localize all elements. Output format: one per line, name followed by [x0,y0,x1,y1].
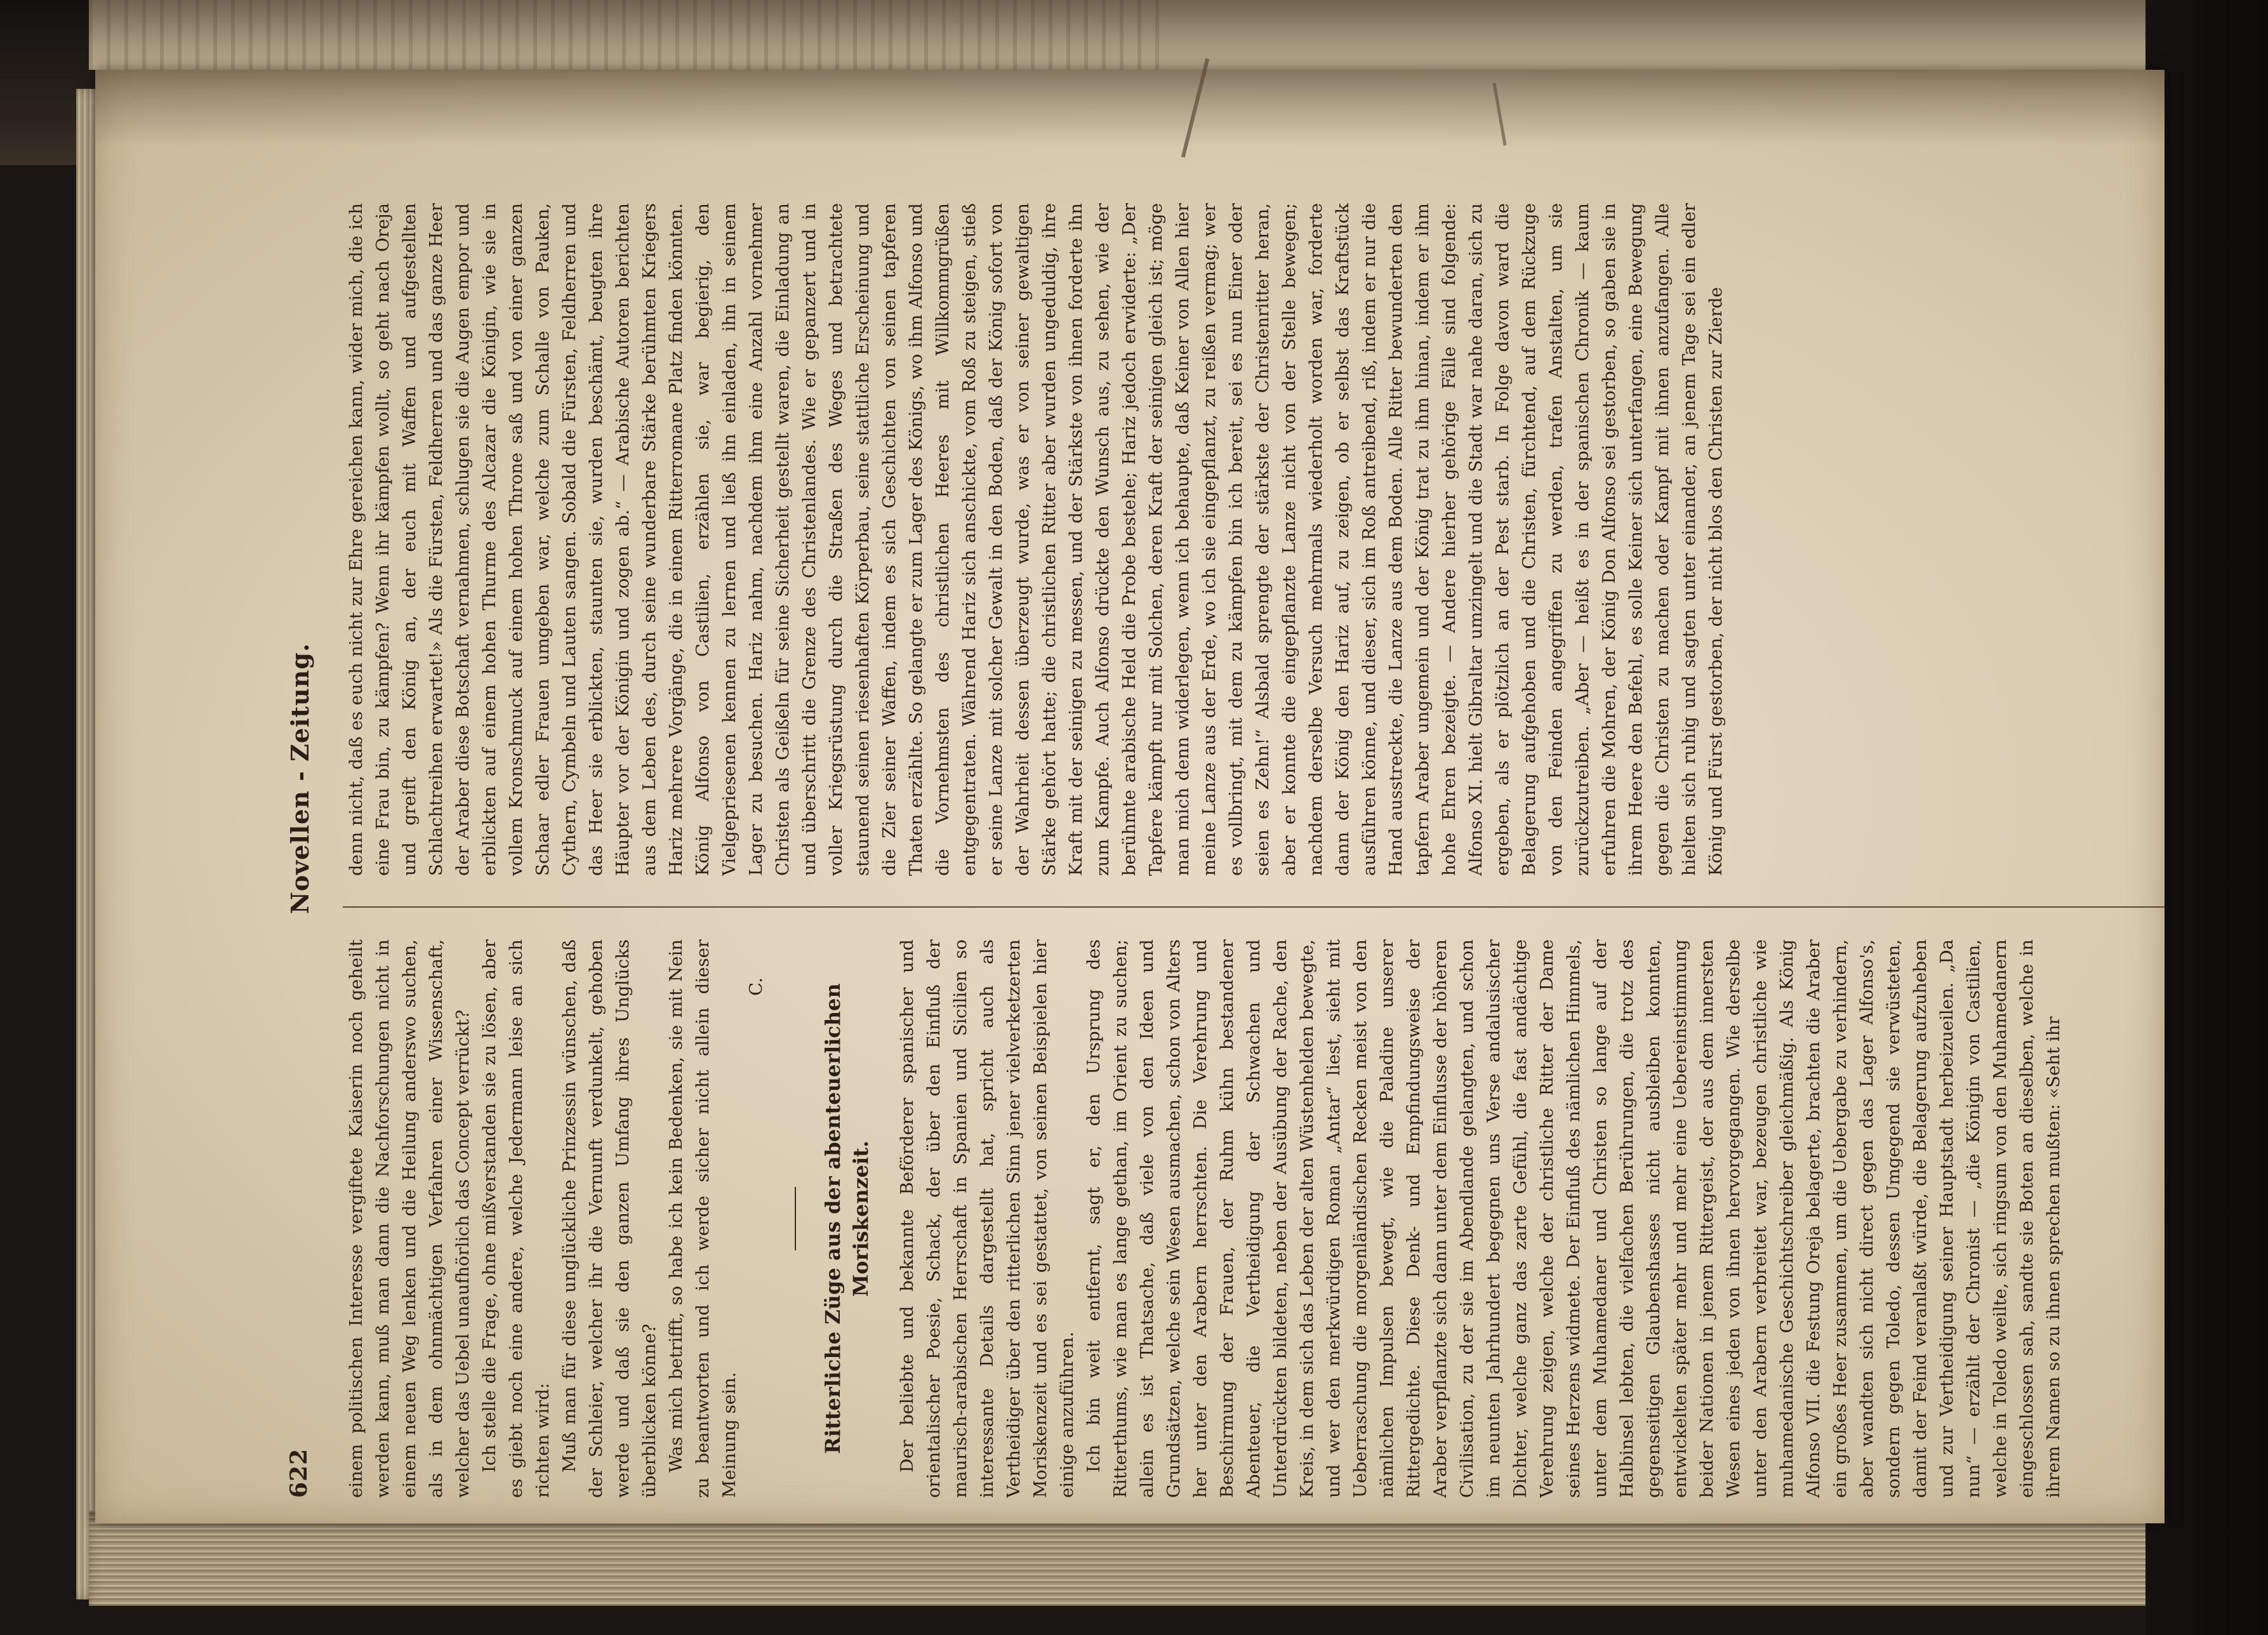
section-divider [795,1187,796,1250]
article-heading [819,939,875,1498]
paragraph: Was mich betrifft, so habe ich kein Bedenken, sie mit Nein zu beantworten und ich werde sicher nicht allein dieser Meinung sein. [666,939,739,1498]
paragraph: Ich stelle die Frage, ohne mißverstanden sie zu lösen, aber es giebt noch eine andere, welche Jedermann leise an sich richten wird: [479,939,553,1498]
previous-page-edge [89,0,2209,70]
paragraph: Muß man für diese unglückliche Prinzessin wünschen, daß der Schleier, welcher ihr die Vernunft verdunkelt, gehoben werde und daß sie den ganzen Umfang ihres Unglücks überblicken könne? [559,939,660,1498]
running-head [286,152,324,1498]
paragraph: Ich bin weit entfernt, sagt er, den Ursprung des Ritterthums, wie man es lange gethan, im Orient zu suchen; allein es ist Thatsache, daß viele von den Ideen und Grundsätzen, welche sein Wesen ausmachen, schon von Alters her unter den Arabern herrschten. Die Verehrung und Beschirmung der Frauen, der Ruhm kühn bestandener Abenteuer, die Vertheidigung der Schwachen und Unterdrückten bildeten, neben der Ausübung der Rache, den Kreis, in dem sich das Leben der alten Wüstenhelden bewegte, und wer den merkwürdigen Roman „Antar“ liest, sieht mit Ueberraschung die morgenländischen Recken meist von den nämlichen Impulsen bewegt, wie die Paladine unserer Rittergedichte. Diese Denk- und Empfindungsweise der Araber verpflanzte sich dann unter dem Einflusse der höheren Civilisation, zu der sie im Abendlande gelangten, und schon im neunten Jahrhundert begegnen uns Verse andalusischer Dichter, welche ganz das zarte Gefühl, die fast andächtige Verehrung zeigen, welche der christliche Ritter der Dame seines Herzens widmete. Der Einfluß des nämlichen Himmels, unter dem Muhamedaner und Christen so lange auf der Halbinsel lebten, die vielfachen Berührungen, die trotz des gegenseitigen Glaubenshasses nicht ausbleiben konnten, entwickelten später mehr und mehr eine Uebereinstimmung beider Nationen in jenem Rittergeist, der aus dem innersten Wesen eines jeden von ihnen hervorgegangen. Wie derselbe unter den Arabern verbreitet war, bezeugen christliche wie muhamedanische Geschichtschreiber gleichmäßig. Als König Alfonso VII. die Festung Oreja belagerte, brachten die Araber ein großes Heer zusammen, um die Uebergabe zu verhindern, aber wandten sich nicht direct gegen das Lager Alfonso's, sondern gegen Toledo, dessen Umgegend sie verwüsteten, damit der Feind veranlaßt würde, die Belagerung aufzuheben und zur Vertheidigung seiner Hauptstadt herbeizueilen. „Da nun“ — erzählt der Chronist — „die Königin von Castilien, welche in Toledo weilte, sich ringsum von den Muhamedanern eingeschlossen sah, sandte sie Boten an dieselben, welche in ihrem Namen so zu ihnen sprechen mußten: «Seht ihr [1084,939,2064,1498]
left-column [343,939,2165,1498]
article-heading-line2: Moriskenzeit. [849,1140,873,1297]
paragraph: Der beliebte und bekannte Beförderer spanischer und orientalischer Poesie, Schack, der über den Einfluß der maurisch-arabischen Herrschaft in Spanien und Sicilien so interessante Details dargestellt hat, spricht auch als Vertheidiger über den ritterlichen Sinn jener vielverketzerten Moriskenzeit und es sei gestattet, von seinen Beispielen hier einige anzuführen. [897,939,1077,1498]
article-heading-line1: Ritterliche Züge aus der abenteuerlichen [821,983,845,1454]
page-content [286,152,2165,1498]
page-fold-shadow [95,70,2165,146]
page-stack-bottom [89,1511,2184,1606]
author-signature: C. [746,977,766,996]
column-rule [343,906,2165,908]
paragraph: einem politischen Interesse vergiftete Kaiserin noch geheilt werden kann, muß man dann die Nachforschungen nicht in einem neuen Weg lenken und die Heilung anderswo suchen, als in dem ohnmächtigen Verfahren einer Wissenschaft, welcher das Uebel unaufhörlich das Concept verrückt? [346,939,473,1498]
paragraph: denn nicht, daß es euch nicht zur Ehre gereichen kann, wider mich, die ich eine Frau bin, zu kämpfen? Wenn ihr kämpfen wollt, so geht nach Oreja und greift den König an, der euch mit Waffen und aufgestellten Schlachtreihen erwartet!» Als die Fürsten, Feldherren und das ganze Heer der Araber diese Botschaft vernahmen, schlugen sie die Augen empor und erblickten auf einem hohen Thurme des Alcazar die Königin, wie sie in vollem Kronschmuck auf einem hohen Throne saß und von einer ganzen Schaar edler Frauen umgeben war, welche zum Schalle von Pauken, Cythern, Cymbeln und Lauten sangen. Sobald die Fürsten, Feldherren und das Heer sie erblickten, staunten sie, wurden beschämt, beugten ihre Häupter vor der Königin und zogen ab.“ — Arabische Autoren berichten aus dem Leben des, durch seine wunderbare Stärke berühmten Kriegers Hariz mehrere Vorgänge, die in einem Ritterromane Platz finden könnten. König Alfonso von Castilien, erzählen sie, war begierig, den Vielgepriesenen kennen zu lernen und ließ ihn einladen, ihn in seinem Lager zu besuchen. Hariz nahm, nachdem ihm eine Anzahl vornehmer Christen als Geißeln für seine Sicherheit gestellt waren, die Einladung an und überschritt die Grenze des Christenlandes. Wie er gepanzert und in voller Kriegsrüstung durch die Straßen des Weges und betrachtete staunend seinen riesenhaften Körperbau, seine stattliche Erscheinung und die Zier seiner Waffen, indem es sich Geschichten von seinen tapferen Thaten erzählte. So gelangte er zum Lager des Königs, wo ihm Alfonso und die Vornehmsten des christlichen Heeres mit Willkommgrüßen entgegentraten. Während Hariz sich anschickte, vom Roß zu steigen, stieß er seine Lanze mit solcher Gewalt in den Boden, daß der König sofort von der Wahrheit dessen überzeugt wurde, was er von seiner gewaltigen Stärke gehört hatte; die christlichen Ritter aber wurden ungeduldig, ihre Kraft mit der seinigen zu messen, und der Stärkste von ihnen forderte ihn zum Kampfe. Auch Alfonso drückte den Wunsch aus, zu sehen, wie der berühmte arabische Held die Probe bestehe; Hariz jedoch erwiderte: „Der Tapfere kämpft nur mit Solchen, deren Kraft der seinigen gleich ist; möge man mich denn widerlegen, wenn ich behaupte, daß Keiner von Allen hier meine Lanze aus der Erde, wo ich sie eingepflanzt, zu reißen vermag; wer es vollbringt, mit dem zu kämpfen bin ich bereit, sei es nun Einer oder seien es Zehn!“ Alsbald sprengte der stärkste der Christenritter heran, aber er konnte die eingepflanzte Lanze nicht von der Stelle bewegen; nachdem derselbe Versuch mehrmals wiederholt worden war, forderte dann der König den Hariz auf, zu zeigen, ob er selbst das Kraftstück ausführen könne, und dieser, sich im Roß antreibend, riß, indem er nur die Hand ausstreckte, die Lanze aus dem Boden. Alle Ritter bewunderten den tapfern Araber ungemein und der König trat zu ihm hinan, indem er ihm hohe Ehren bezeigte. — Andere hierher gehörige Fälle sind folgende: Alfonso XI. hielt Gibraltar umzingelt und die Stadt war nahe daran, sich zu ergeben, als er plötzlich an der Pest starb. In Folge davon ward die Belagerung aufgehoben und die Christen, fürchtend, auf dem Rückzuge von den Feinden angegriffen zu werden, trafen Anstalten, um sie zurückzutreiben. „Aber — heißt es in der spanischen Chronik — kaum erfuhren die Mohren, der König Don Alfonso sei gestorben, so gaben sie in ihrem Heere den Befehl, es solle Keiner sich unterfangen, eine Bewegung gegen die Christen zu machen oder Kampf mit ihnen anzufangen. Alle hielten sich ruhig und sagten unter einander, an jenem Tage sei ein edler König und Fürst gestorben, der nicht blos den Christen zur Zierde [346,203,1726,876]
journal-title: Novellen - Zeitung. [286,642,314,914]
right-column [343,203,2165,876]
book-page [95,70,2165,1523]
page-number: 622 [286,1448,312,1498]
